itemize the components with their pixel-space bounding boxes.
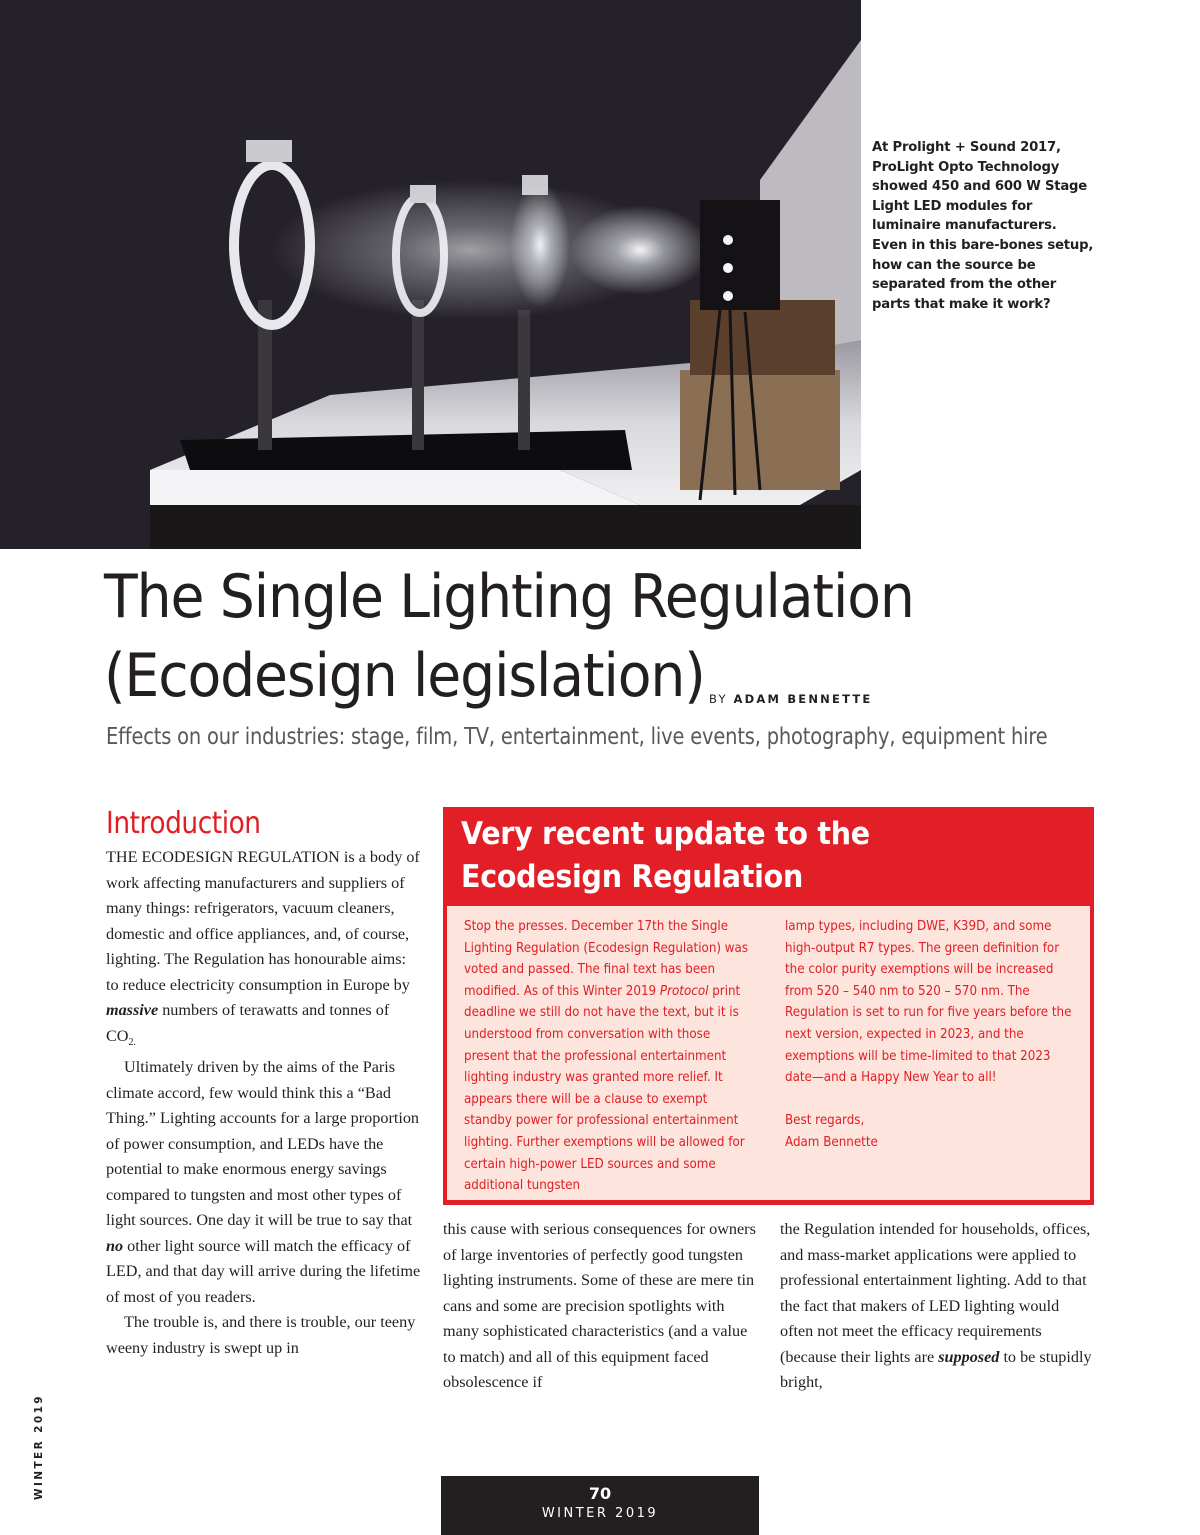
update-column-2 — [785, 916, 1079, 1154]
byline-author: ADAM BENNETTE — [733, 692, 873, 706]
byline — [709, 692, 872, 706]
update-column-1 — [464, 916, 758, 1197]
update-title — [461, 813, 870, 899]
co2-subscript: 2. — [128, 1036, 136, 1048]
intro-p2-text: Ultimately driven by the aims of the Paris climate accord, few would think this a “Bad Thing.” Lighting accounts for a large proportion of power consumption, and LEDs have the potential to make enormous energy savings compared to tungsten and most other types of light sources. One day it will be true to say that — [106, 1058, 420, 1229]
byline-prefix: BY — [709, 692, 728, 706]
article-title-line-1: The Single Lighting Regulation — [104, 562, 914, 632]
update-title-line-2: Ecodesign Regulation — [461, 859, 803, 895]
intro-paragraph-1 — [106, 845, 422, 1055]
stage-light-photo-illustration — [0, 0, 861, 549]
photo-caption: At Prolight + Sound 2017, ProLight Opto Technology showed 450 and 600 W Stage Light LED modules for luminaire manufacturers. Even in this bare-bones setup, how can the source be separated from the other parts that make it work? — [872, 140, 1094, 312]
update-sidebar-box — [443, 807, 1094, 1205]
update-col1-text: Stop the presses. December 17th the Single Lighting Regulation (Ecodesign Regulation) was voted and passed. The final text has been modified. As of this Winter 2019 — [464, 919, 749, 999]
body-column-3 — [780, 1217, 1092, 1396]
col3-end: to be stupidly bright, — [780, 1347, 1092, 1391]
intro-p1-text: THE ECODESIGN REGULATION is a body of work affecting manufacturers and suppliers of many things: refrigerators, vacuum cleaners, domestic and office appliances, and, of course, lighting. The Regulation has honourable aims: to reduce electricity consumption in Europe by — [106, 848, 420, 994]
update-col1-end: print deadline we still do not have the text, but it is understood from conversation with those present that the professional entertainment lighting industry was granted more relief. It appears there will be a clause to exempt standby power for professional entertainment lighting. Further exemptions will be allowed for certain high-power LED sources and some additional tungsten — [464, 983, 745, 1194]
intro-p1-end: numbers of terawatts and tonnes of CO — [106, 1001, 390, 1045]
intro-p2-emphasis: no — [106, 1236, 124, 1255]
update-signoff: Best regards, — [785, 1113, 865, 1129]
body-column-2 — [443, 1217, 763, 1396]
side-issue-label: WINTER 2019 — [33, 1394, 45, 1500]
page-number: 70 — [588, 1484, 612, 1503]
article-photo — [0, 0, 861, 549]
intro-paragraph-3: The trouble is, and there is trouble, our teeny weeny industry is swept up in — [106, 1313, 416, 1357]
col3-emphasis: supposed — [938, 1347, 1000, 1366]
intro-paragraph-2 — [106, 1055, 422, 1310]
intro-p1-emphasis: massive — [106, 1001, 159, 1019]
col3-text: the Regulation intended for households, offices, and mass-market applications were applied to professional entertainment lighting. Add to that the fact that makers of LED lighting would often not meet the efficacy requirements (because their lights are — [780, 1220, 1091, 1366]
intro-heading: Introduction — [106, 806, 261, 841]
col2-paragraph: this cause with serious consequences for owners of large inventories of perfectly good tungsten lighting instruments. Some of these are mere tin cans and some are precision spotlights with many sophisticated characteristics (and a value to match) and all of this equipment faced obsolescence if — [443, 1220, 756, 1391]
update-body — [447, 906, 1090, 1200]
update-title-line-1: Very recent update to the — [461, 816, 870, 852]
update-col2-text: lamp types, including DWE, K39D, and some high-output R7 types. The green definition for the color purity exemptions will be increased from 520 – 540 nm to 520 – 570 nm. The Regulation is set to run for five years before the next version, expected in 2023, and the exemptions will be time-limited to that 2023 date—and a Happy New Year to all! — [785, 919, 1072, 1086]
footer-issue-label: WINTER 2019 — [541, 1506, 659, 1521]
intro-p2-end: other light source will match the efficacy of LED, and that day will arrive during the lifetime of most of you readers. — [106, 1236, 421, 1306]
article-subtitle: Effects on our industries: stage, film, TV, entertainment, live events, photography, equipment hire — [106, 724, 1048, 750]
article-title-line-2: (Ecodesign legislation) — [104, 641, 705, 711]
page-footer — [441, 1476, 759, 1535]
protocol-emphasis: Protocol — [659, 983, 709, 999]
update-signature: Adam Bennette — [785, 1134, 878, 1150]
body-column-1 — [106, 845, 422, 1361]
col3-paragraph — [780, 1217, 1092, 1396]
